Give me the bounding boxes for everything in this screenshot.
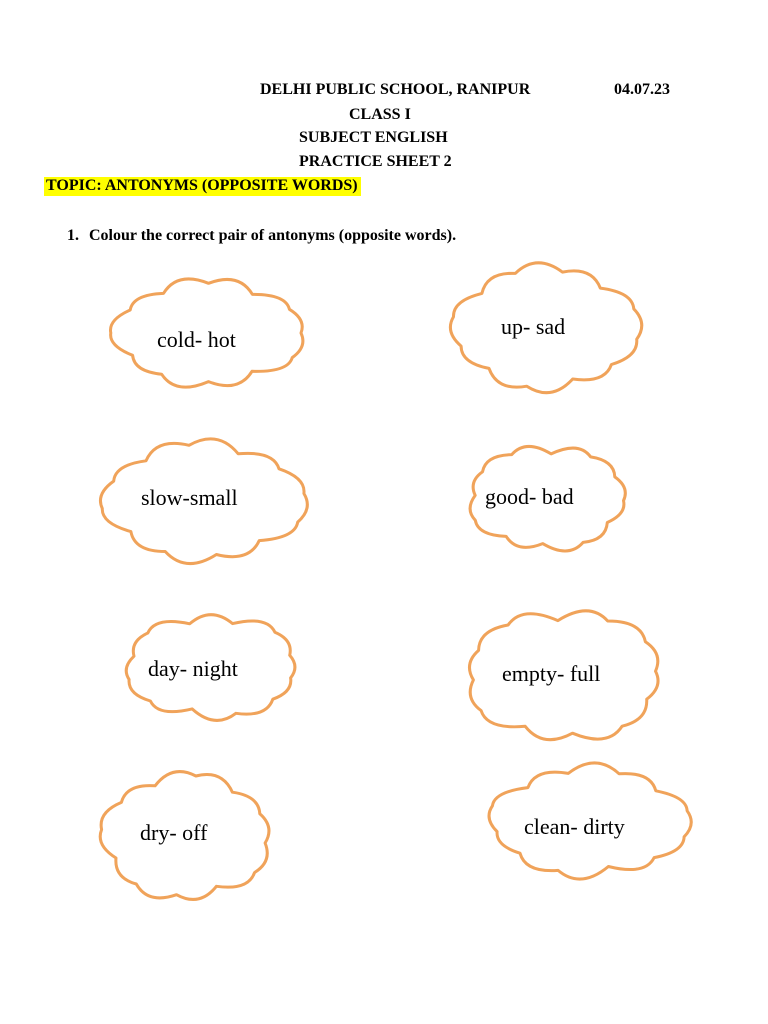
school-name: DELHI PUBLIC SCHOOL, RANIPUR [260, 81, 531, 98]
cloud-word: empty- full [502, 661, 601, 686]
cloud-word: day- night [148, 656, 238, 681]
cloud-word: cold- hot [157, 327, 236, 352]
cloud-word: up- sad [501, 314, 566, 339]
practice-sheet-label: PRACTICE SHEET 2 [299, 153, 452, 170]
subject-label: SUBJECT ENGLISH [299, 129, 448, 146]
cloud-word: slow-small [141, 485, 238, 510]
cloud-good-bad[interactable] [462, 442, 632, 554]
class-label: CLASS I [349, 106, 411, 123]
cloud-word: dry- off [140, 820, 208, 845]
sheet-date: 04.07.23 [614, 81, 670, 98]
cloud-word: clean- dirty [524, 814, 625, 839]
cloud-cold-hot[interactable] [107, 277, 310, 389]
cloud-dry-off[interactable] [96, 770, 276, 903]
topic-heading: TOPIC: ANTONYMS (OPPOSITE WORDS) [44, 177, 361, 196]
question-text: Colour the correct pair of antonyms (opposite words). [89, 227, 457, 244]
cloud-clean-dirty[interactable] [484, 764, 694, 879]
cloud-day-night[interactable] [118, 612, 306, 722]
cloud-up-sad[interactable] [447, 263, 643, 393]
question-1 [67, 227, 456, 245]
cloud-slow-small[interactable] [97, 439, 309, 563]
cloud-empty-full[interactable] [460, 608, 670, 743]
question-number: 1. [67, 227, 79, 244]
cloud-word: good- bad [485, 484, 574, 509]
